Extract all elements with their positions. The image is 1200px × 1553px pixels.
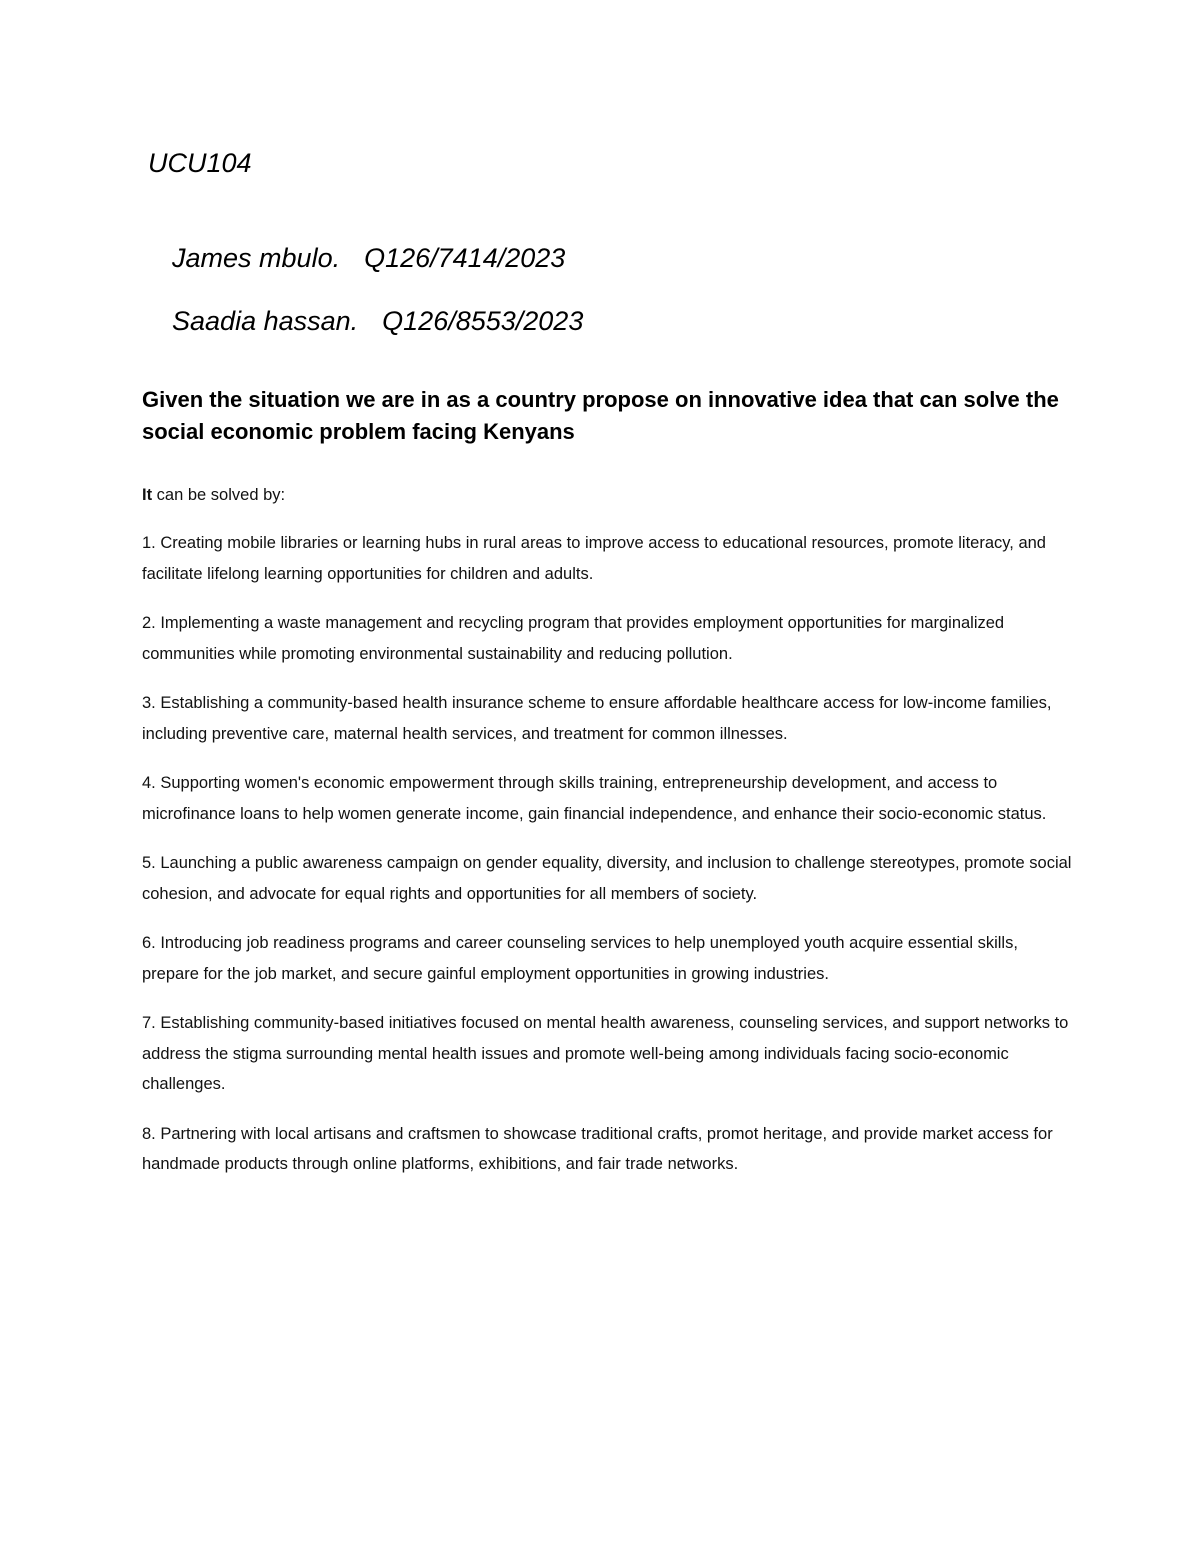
item-text: Partnering with local artisans and craftsmen to showcase traditional crafts, promot heritage, and provide market access for handmade products through online platforms, exhibitions, and fair trade networks. [142,1124,1053,1173]
intro-rest: can be solved by: [152,486,286,504]
item-number: 4. [142,774,156,792]
intro-text [142,480,285,510]
list-item [142,528,1072,589]
list-item [142,688,1072,749]
list-item [142,848,1072,909]
item-text: Implementing a waste management and recycling program that provides employment opportunities for marginalized communities while promoting environmental sustainability and reducing pollution. [142,614,1005,663]
item-text: Launching a public awareness campaign on gender equality, diversity, and inclusion to challenge stereotypes, promote social cohesion, and advocate for equal rights and opportunities for all members of society. [142,854,1072,903]
proposal-list [142,528,1072,1199]
list-item [142,1119,1072,1180]
member-name: James mbulo. [172,243,341,273]
item-number: 7. [142,1014,156,1032]
list-item [142,768,1072,829]
list-item [142,928,1072,989]
item-text: Creating mobile libraries or learning hubs in rural areas to improve access to educational resources, promote literacy, and facilitate lifelong learning opportunities for children and adults. [142,534,1046,583]
list-item [142,1008,1072,1100]
item-number: 1. [142,534,156,552]
member-line [142,273,583,369]
item-text: Introducing job readiness programs and career counseling services to help unemployed youth acquire essential skills, prepare for the job market, and secure gainful employment opportunities in growing industries. [142,934,1018,983]
item-text: Supporting women's economic empowerment through skills training, entrepreneurship development, and access to microfinance loans to help women generate income, gain financial independence, and enhance their socio-economic status. [142,774,1047,823]
item-text: Establishing a community-based health insurance scheme to ensure affordable healthcare access for low-income families, including preventive care, maternal health services, and treatment for common illnesses. [142,694,1052,743]
member-id: Q126/7414/2023 [364,243,566,273]
item-number: 5. [142,854,156,872]
list-item [142,608,1072,669]
item-number: 6. [142,934,156,952]
item-text: Establishing community-based initiatives focused on mental health awareness, counseling services, and support networks to address the stigma surrounding mental health issues and promote well-being among individuals facing socio-economic challenges. [142,1014,1069,1093]
member-name: Saadia hassan. [172,306,359,336]
question-heading: Given the situation we are in as a country propose on innovative idea that can solve the social economic problem facing Kenyans [142,387,1059,444]
item-number: 3. [142,694,156,712]
item-number: 2. [142,614,156,632]
member-id: Q126/8553/2023 [382,306,584,336]
intro-lead: It [142,486,153,504]
item-number: 8. [142,1124,156,1143]
course-code: UCU104 [148,148,252,178]
